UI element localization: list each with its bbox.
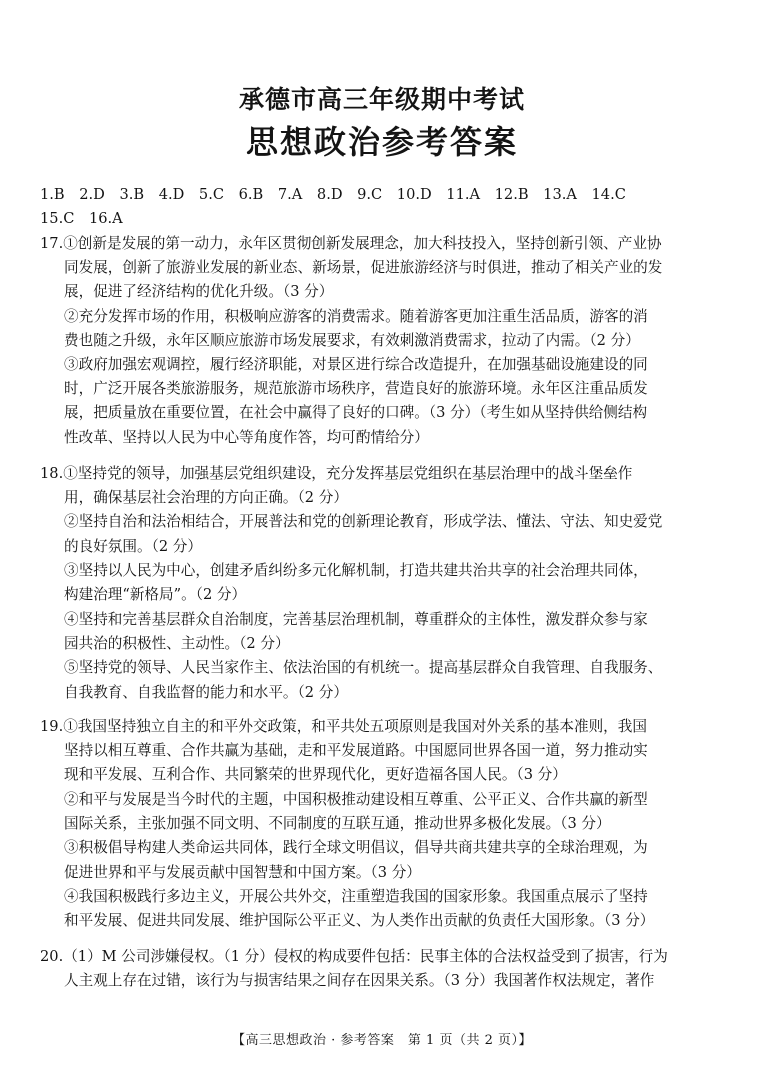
q19-line: 坚持以相互尊重、合作共赢为基础，走和平发展道路。中国愿同世界各国一道，努力推动实	[64, 742, 648, 759]
q19-line: ③积极倡导构建人类命运共同体，践行全球文明倡议，倡导共商共建共享的全球治理观，为	[64, 839, 648, 856]
q17-line: 时，广泛开展各类旅游服务，规范旅游市场秩序，营造良好的旅游环境。永年区注重品质发	[64, 380, 648, 397]
q17-line: 费也随之升级，永年区顺应旅游市场发展要求，有效刺激消费需求，拉动了内需。（2 分）	[64, 332, 640, 349]
q19-line: ④我国积极践行多边主义，开展公共外交，注重塑造我国的国家形象。我国重点展示了坚持	[64, 888, 648, 905]
choice-answers-line: 1.B 2.D 3.B 4.D 5.C 6.B 7.A 8.D 9.C 10.D 11.A 12.B 13.A 14.C	[40, 186, 626, 203]
q20-line: 20.（1）M 公司涉嫌侵权。（1 分）侵权的构成要件包括：民事主体的合法权益受到了损害，行为	[40, 948, 668, 965]
q17-line: 展，促进了经济结构的优化升级。（3 分）	[64, 283, 334, 300]
q18-line: ③坚持以人民为中心，创建矛盾纠纷多元化解机制，打造共建共治共享的社会治理共同体，	[64, 562, 648, 579]
q18-line: ②坚持自治和法治相结合，开展普法和党的创新理论教育，形成学法、懂法、守法、知史爱党	[64, 513, 663, 530]
q17-line: 性改革、坚持以人民为中心等角度作答，均可酌情给分）	[64, 429, 429, 446]
choice-answers-line: 15.C 16.A	[40, 210, 123, 227]
q19-line: 促进世界和平与发展贡献中国智慧和中国方案。（3 分）	[64, 864, 421, 881]
q18-line: 18.①坚持党的领导，加强基层党组织建设，充分发挥基层党组织在基层治理中的战斗堡垒作	[40, 465, 633, 482]
exam-title: 承德市高三年级期中考试	[238, 85, 525, 114]
q19-line: 19.①我国坚持独立自主的和平外交政策，和平共处五项原则是我国对外关系的基本准则，我国	[40, 718, 647, 735]
q19-line: 和平发展、促进共同发展、维护国际公平正义、为人类作出贡献的负责任大国形象。（3 分）	[64, 912, 655, 929]
q17-line: ③政府加强宏观调控，履行经济职能，对景区进行综合改造提升，在加强基础设施建设的同	[64, 356, 648, 373]
q17-line: 展，把质量放在重要位置，在社会中赢得了良好的口碑。（3 分）（考生如从坚持供给侧结构	[64, 404, 648, 421]
q19-line: 国际关系，主张加强不同文明、不同制度的互联互通，推动世界多极化发展。（3 分）	[64, 815, 611, 832]
q17-line: 17.①创新是发展的第一动力，永年区贯彻创新发展理念，加大科技投入，坚持创新引领、产业协	[40, 235, 662, 252]
q18-line: 自我教育、自我监督的能力和水平。（2 分）	[64, 684, 348, 701]
q18-line: 的良好氛围。（2 分）	[64, 538, 202, 555]
page-footer: 【高三思想政治 · 参考答案 第 1 页（共 2 页）】	[232, 1033, 532, 1048]
q17-line: ②充分发挥市场的作用，积极响应游客的消费需求。随着游客更加注重生活品质，游客的消	[64, 308, 648, 325]
q18-line: 用，确保基层社会治理的方向正确。（2 分）	[64, 489, 348, 506]
q18-line: 园共治的积极性、主动性。（2 分）	[64, 635, 290, 652]
q19-line: ②和平与发展是当今时代的主题，中国积极推动建设相互尊重、公平正义、合作共赢的新型	[64, 791, 648, 808]
q18-line: ⑤坚持党的领导、人民当家作主、依法治国的有机统一。提高基层群众自我管理、自我服务、	[64, 659, 663, 676]
q18-line: ④坚持和完善基层群众自治制度，完善基层治理机制，尊重群众的主体性，激发群众参与家	[64, 611, 648, 628]
answer-key-title: 思想政治参考答案	[245, 123, 518, 161]
q19-line: 现和平发展、互利合作、共同繁荣的世界现代化，更好造福各国人民。（3 分）	[64, 766, 567, 783]
q18-line: 构建治理“新格局”。（2 分）	[64, 586, 247, 603]
q20-line: 人主观上存在过错，该行为与损害结果之间存在因果关系。（3 分）我国著作权法规定，著作	[64, 972, 655, 989]
q17-line: 同发展，创新了旅游业发展的新业态、新场景，促进旅游经济与时俱进，推动了相关产业的发	[64, 259, 663, 276]
